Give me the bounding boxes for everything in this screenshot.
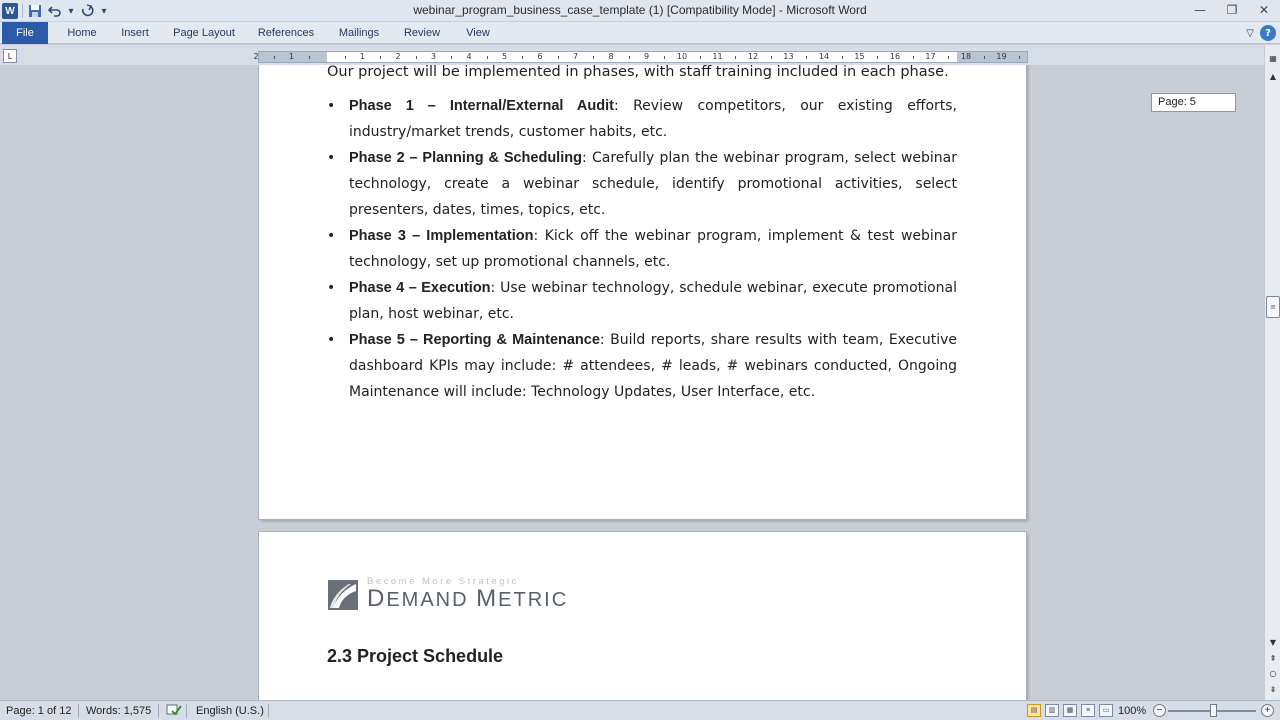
ruler-minor-tick <box>451 56 452 59</box>
paragraph-text: Our project will be implemented in phases, with staff training included in each phase. <box>327 65 949 80</box>
scroll-up-icon[interactable]: ▲ <box>1269 71 1277 81</box>
ruler-minor-tick <box>913 56 914 59</box>
logo-letters: ETRIC <box>498 589 569 611</box>
logo-text <box>367 576 568 613</box>
ruler-tick-label: 3 <box>430 52 437 61</box>
logo-name <box>367 585 568 613</box>
ruler-tick-label: 11 <box>712 52 723 61</box>
title-bar <box>0 0 1280 22</box>
list-item <box>349 145 957 223</box>
ruler-minor-tick <box>629 56 630 59</box>
next-page-icon[interactable]: ⇟ <box>1269 684 1277 694</box>
ruler-minor-tick <box>309 56 310 59</box>
logo-letters: EMAND <box>386 589 477 611</box>
word-app-icon[interactable]: W <box>2 3 18 19</box>
ruler-tick-label: 4 <box>466 52 472 61</box>
ruler-minor-tick <box>558 56 559 59</box>
list-item <box>349 93 957 145</box>
phase-bullet-list <box>349 93 957 405</box>
ruler-minor-tick <box>593 56 594 59</box>
minimize-icon[interactable]: — <box>1194 3 1206 17</box>
tab-file[interactable]: File <box>2 22 48 44</box>
ruler-minor-tick <box>1019 56 1020 59</box>
phase-title: Phase 4 – Execution <box>349 280 491 296</box>
ruler-minor-tick <box>345 56 346 59</box>
proofing-icon[interactable] <box>166 703 182 719</box>
logo-mark-icon <box>327 579 359 611</box>
section-heading: 2.3 Project Schedule <box>327 646 504 666</box>
customize-qat-icon[interactable]: ▾ <box>101 5 107 17</box>
window-controls <box>1184 0 1280 20</box>
help-icon[interactable]: ? <box>1260 25 1276 41</box>
zoom-in-icon[interactable]: + <box>1261 704 1274 717</box>
ribbon-right-controls <box>1246 25 1276 41</box>
view-ruler-icon[interactable]: ▦ <box>1269 53 1277 63</box>
language-status[interactable]: English (U.S.) <box>196 705 264 717</box>
ruler-tick-label: 19 <box>996 52 1007 61</box>
draft-view-icon[interactable]: ▭ <box>1099 704 1113 717</box>
ruler-tick-label: 18 <box>960 52 972 61</box>
ribbon-tabs <box>0 22 1280 44</box>
ruler-tick-label: 10 <box>676 52 688 61</box>
ruler-tick-label: 17 <box>925 52 936 61</box>
ruler-minor-tick <box>948 56 949 59</box>
list-item <box>349 223 957 275</box>
select-browse-object-icon[interactable]: ○ <box>1269 668 1277 678</box>
ruler-minor-tick <box>771 56 772 59</box>
zoom-level[interactable]: 100% <box>1118 705 1147 717</box>
ruler-minor-tick <box>984 56 985 59</box>
ruler-minor-tick <box>380 56 381 59</box>
ruler-tick-label: 6 <box>537 52 543 61</box>
ruler-minor-tick <box>842 56 843 59</box>
ruler-tick-label: 12 <box>747 52 759 61</box>
outline-view-icon[interactable]: ≡ <box>1081 704 1095 717</box>
ruler-tick-label: 16 <box>889 52 901 61</box>
window-title: webinar_program_business_case_template (1) [Compatibility Mode] - Microsoft Word <box>413 3 867 17</box>
ruler-tick-label: 2 <box>395 52 401 61</box>
ruler-tick-label: 15 <box>854 52 865 61</box>
list-item <box>349 327 957 405</box>
status-divider <box>186 704 187 718</box>
ruler-tick-label: 1 <box>288 52 295 61</box>
ruler-tick-label: 9 <box>643 52 650 61</box>
web-layout-icon[interactable]: ▦ <box>1063 704 1077 717</box>
ruler-minor-tick <box>522 56 523 59</box>
tab-mailings[interactable]: Mailings <box>338 27 380 39</box>
minimize-ribbon-icon[interactable]: ▽ <box>1246 27 1254 39</box>
logo-letter: M <box>476 585 499 612</box>
undo-dropdown-icon[interactable]: ▾ <box>68 5 74 17</box>
ruler-tick-label: 1 <box>359 52 366 61</box>
ruler-minor-tick <box>735 56 736 59</box>
tab-insert[interactable]: Insert <box>121 27 149 39</box>
document-canvas[interactable] <box>0 65 1264 701</box>
phase-text: : Kick off the webinar program, implement & test webinar technology, set up promotional channels, etc. <box>349 228 958 270</box>
phase-text: : Use webinar technology, schedule webinar, execute promotional plan, host webinar, etc. <box>349 280 957 322</box>
ruler-minor-tick <box>664 56 665 59</box>
scrollbar-thumb[interactable]: ≡ <box>1266 296 1280 318</box>
page-count-status[interactable]: Page: 1 of 12 <box>6 705 72 717</box>
status-divider <box>268 704 269 718</box>
document-page[interactable] <box>259 65 1026 519</box>
ruler-tick-label: 14 <box>818 52 830 61</box>
tab-page-layout[interactable]: Page Layout <box>173 27 235 39</box>
page-indicator-tooltip: Page: 5 <box>1151 93 1236 112</box>
ruler-tick-label: 8 <box>608 52 614 61</box>
status-divider <box>78 704 79 718</box>
zoom-out-icon[interactable]: − <box>1153 704 1166 717</box>
ruler-minor-tick <box>806 56 807 59</box>
vertical-scrollbar[interactable] <box>1264 45 1280 701</box>
tab-references[interactable]: References <box>257 27 315 39</box>
phase-title: Phase 5 – Reporting & Maintenance <box>349 332 600 348</box>
tab-view[interactable]: View <box>466 27 490 39</box>
print-layout-view-icon[interactable]: ▤ <box>1027 704 1041 717</box>
tab-selector-icon[interactable]: L <box>3 49 17 63</box>
phase-title: Phase 1 – Internal/External Audit <box>349 98 614 114</box>
ruler-minor-tick <box>487 56 488 59</box>
phase-title: Phase 3 – Implementation <box>349 228 534 244</box>
ruler-minor-tick <box>700 56 701 59</box>
logo-letter: D <box>367 585 387 612</box>
ruler-minor-tick <box>274 56 275 59</box>
horizontal-ruler[interactable] <box>253 51 1028 63</box>
phase-text: : Build reports, share results with team, Executive dashboard KPIs may include: # attendees, # leads, # webinars conducted, Ongoing Maintenance will include: Technology Updates, User Interface, etc. <box>349 332 957 400</box>
list-item <box>349 275 957 327</box>
logo-tagline: Become More Strategic <box>367 576 519 587</box>
ruler-minor-tick <box>416 56 417 59</box>
zoom-slider-thumb[interactable] <box>1210 704 1217 717</box>
status-divider <box>158 704 159 718</box>
tab-review[interactable]: Review <box>403 27 441 39</box>
ruler-tick-label: 5 <box>501 52 508 61</box>
ruler-tick-label: 7 <box>572 52 579 61</box>
previous-page-icon[interactable]: ⇞ <box>1269 653 1277 663</box>
ruler-tick-label: 2 <box>253 52 259 61</box>
scroll-down-icon[interactable]: ▼ <box>1269 637 1277 647</box>
restore-icon[interactable]: ❐ <box>1226 3 1238 17</box>
full-screen-reading-icon[interactable]: ▥ <box>1045 704 1059 717</box>
word-count-status[interactable]: Words: 1,575 <box>86 705 152 717</box>
phase-text: : Carefully plan the webinar program, select webinar technology, create a webinar schedule, identify promotional activities, select presenters, dates, times, topics, etc. <box>349 150 958 218</box>
close-icon[interactable]: ✕ <box>1258 3 1270 17</box>
ruler-tick-label: 13 <box>783 52 794 61</box>
status-bar <box>0 700 1280 720</box>
ruler-minor-tick <box>877 56 878 59</box>
phase-text: : Review competitors, our existing efforts, industry/market trends, customer habits, etc. <box>349 98 958 140</box>
demand-metric-logo <box>327 576 568 613</box>
tab-home[interactable]: Home <box>67 27 97 39</box>
ruler-row <box>0 45 1264 65</box>
phase-title: Phase 2 – Planning & Scheduling <box>349 150 582 166</box>
document-page-next[interactable] <box>259 532 1026 701</box>
